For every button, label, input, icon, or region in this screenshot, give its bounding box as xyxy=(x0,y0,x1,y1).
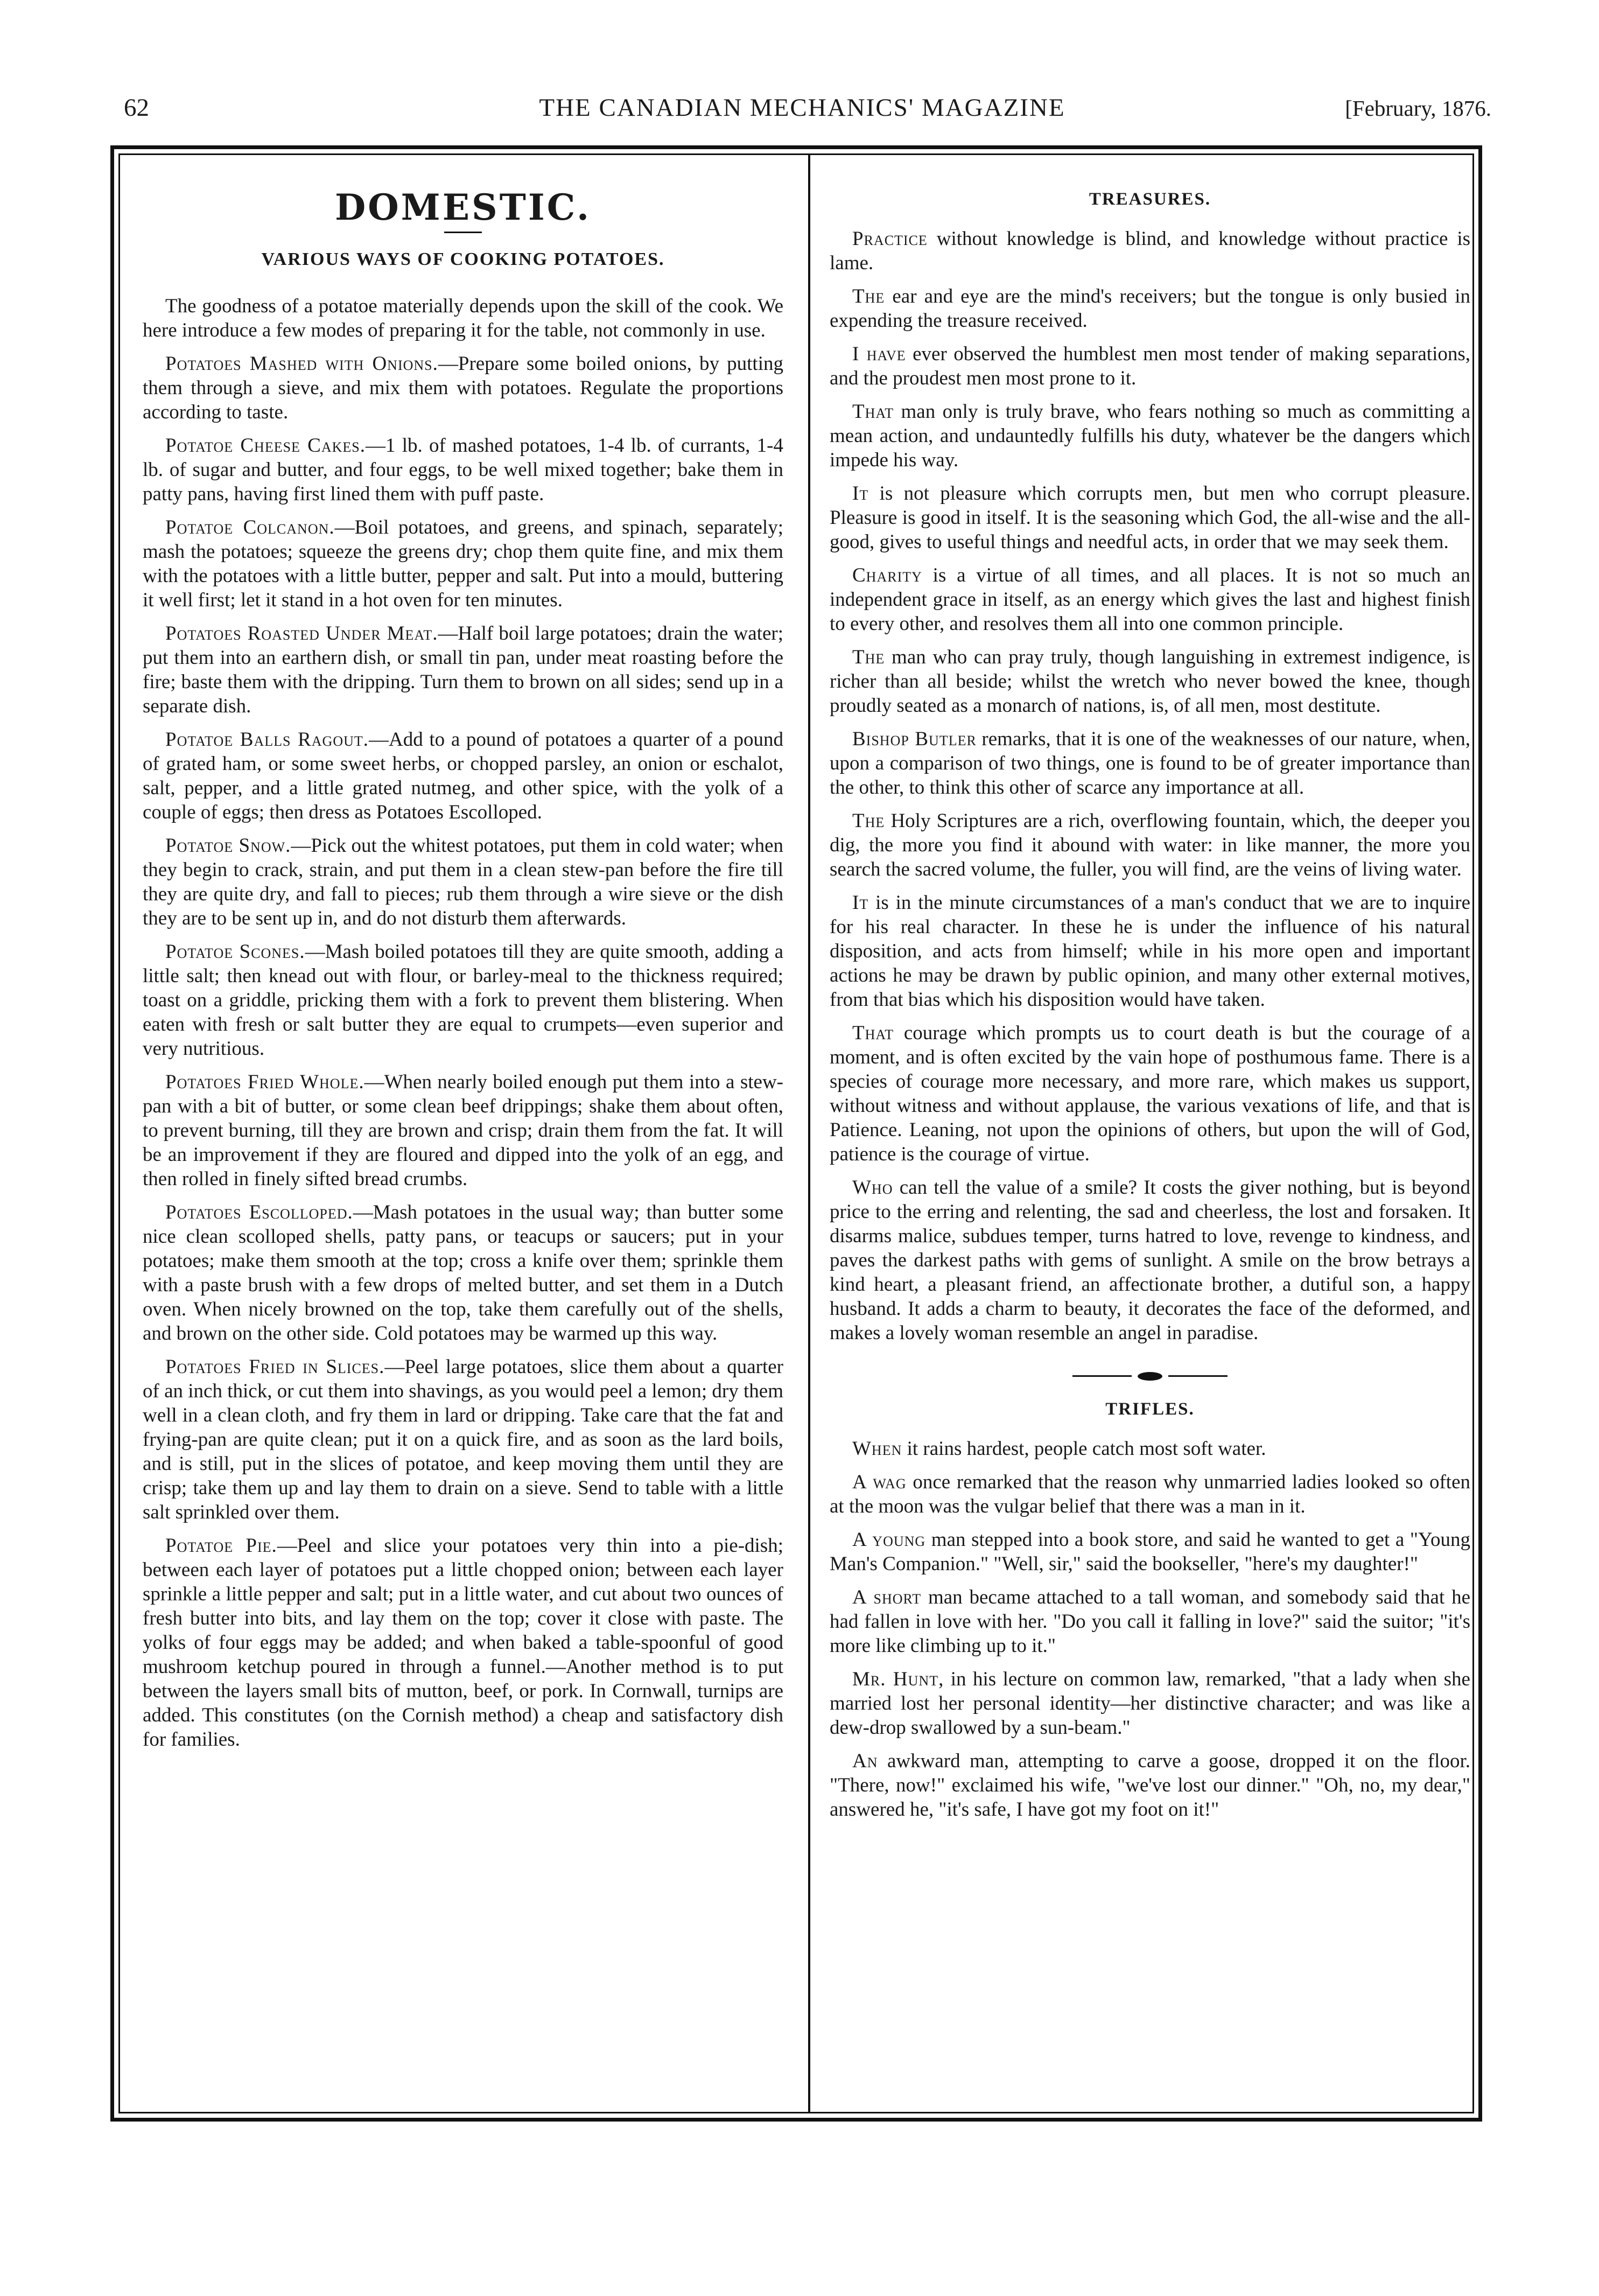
trifle-paragraph xyxy=(830,1528,1470,1576)
treasure-paragraph xyxy=(830,400,1470,472)
page-frame xyxy=(110,145,1482,2122)
treasure-paragraph xyxy=(830,891,1470,1012)
recipe-paragraph-text: —Prepare some boiled onions, by putting them through a sieve, and mix them with potatoes. Regulate the proportions according to taste. xyxy=(143,353,783,423)
recipe-paragraph xyxy=(143,433,783,506)
recipe-paragraph-text: —Add to a pound of potatoes a quarter of a pound of grated ham, or some sweet herbs, or chopped parsley, an onion or eschalot, salt, pepper, and a little grated nutmeg, and other spice, with the yolk of a couple of eggs; then dress as Potatoes Escolloped. xyxy=(143,729,783,823)
recipe-paragraph-text: —When nearly boiled enough put them into a stew-pan with a bit of butter, or some clean beef drippings; shake them about often, to prevent burning, till they are brown and crisp; drain them from the fat. It will be an improvement if they are floured and dipped into the yolk of an egg, and then rolled in finely sifted bread crumbs. xyxy=(143,1071,783,1190)
treasure-paragraph xyxy=(830,481,1470,554)
trifle-paragraph xyxy=(830,1470,1470,1518)
recipe-paragraph-lead: Potatoes Fried in Slices. xyxy=(165,1356,385,1378)
recipe-paragraph-lead: Potatoe Colcanon. xyxy=(165,516,335,538)
treasures-title: TREASURES. xyxy=(1089,190,1211,209)
recipe-paragraph xyxy=(143,727,783,824)
recipe-paragraph-lead: Potatoes Escolloped. xyxy=(165,1201,353,1223)
recipe-paragraph-text: The goodness of a potatoe materially depends upon the skill of the cook. We here introduce a few modes of preparing it for the table, not commonly in use. xyxy=(143,295,783,341)
treasure-paragraph-text: remarks, that it is one of the weaknesses of our nature, when, upon a comparison of two things, one is found to be of greater importance than the other, to think this other of scarce any importance at all. xyxy=(830,728,1470,799)
treasure-paragraph xyxy=(830,1021,1470,1166)
treasure-paragraph-text: without knowledge is blind, and knowledge without practice is lame. xyxy=(830,228,1470,274)
recipe-paragraph xyxy=(143,1200,783,1346)
trifle-paragraph xyxy=(830,1585,1470,1658)
recipe-paragraph xyxy=(143,352,783,424)
treasure-paragraph-lead: Bishop Butler xyxy=(852,728,977,750)
treasure-paragraph-lead: I have xyxy=(852,343,906,365)
trifle-paragraph-lead: An xyxy=(852,1750,878,1772)
recipe-paragraph-lead: Potatoe Pie. xyxy=(165,1535,277,1557)
trifle-paragraph-text: in his lecture on common law, remarked, "that a lady when she married lost her personal identity—her distinctive character; and was like a dew-drop swallowed by a sun-beam." xyxy=(830,1668,1470,1739)
recipe-paragraph-lead: Potatoe Scones. xyxy=(165,941,305,963)
treasure-paragraph xyxy=(830,727,1470,800)
treasure-paragraph-lead: It xyxy=(852,482,869,505)
recipe-paragraph xyxy=(143,940,783,1061)
recipe-paragraph-lead: Potatoes Mashed with Onions. xyxy=(165,353,438,375)
treasure-paragraph-text: is in the minute circumstances of a man's conduct that we are to inquire for his real character. In these he is under the influence of his natural disposition, and acts from himself; while in his more open and important actions he may be drawn by public opinion, and many other external motives, from that bias which his disposition would have taken. xyxy=(830,892,1470,1011)
trifle-paragraph xyxy=(830,1667,1470,1740)
treasure-paragraph-text: can tell the value of a smile? It costs the giver nothing, but is beyond price to the erring and relenting, the sad and cheerless, the lost and forsaken. It disarms malice, subdues temper, turns hatred to love, revenge to kindness, and paves the darkest paths with gems of sunlight. A smile on the brow betrays a kind heart, a pleasant friend, an affectionate brother, a dutiful son, a happy husband. It adds a charm to beauty, it decorates the face of the deformed, and makes a lovely woman resemble an angel in paradise. xyxy=(830,1177,1470,1344)
trifle-paragraph xyxy=(830,1437,1470,1461)
recipe-paragraph-text: —Half boil large potatoes; drain the water; put them into an earthern dish, or small tin pan, under meat roasting before the fire; baste them with the dripping. Turn them to brown on all sides; send up in a separate dish. xyxy=(143,622,783,717)
left-column xyxy=(143,177,783,1761)
recipe-paragraph xyxy=(143,621,783,718)
recipe-paragraph-text: —Peel large potatoes, slice them about a quarter of an inch thick, or cut them into shavings, as you would peel a lemon; dry them well in a clean cloth, and fry them in lard or dripping. Take care that the fat and frying-pan are quite clean; put it on a quick fire, and as soon as the lard boils, and is still, put in the slices of potatoe, and keep moving them until they are crisp; take them up and lay them to drain on a sieve. Send to table with a little salt sprinkled over them. xyxy=(143,1356,783,1523)
treasure-paragraph xyxy=(830,645,1470,718)
treasure-paragraph xyxy=(830,227,1470,275)
recipe-paragraph-text: —Mash potatoes in the usual way; than butter some nice clean scolloped shells, patty pans, or teacups or saucers; put in your potatoes; make them smooth at the top; cross a knife over them; sprinkle them with a paste brush with a few drops of melted butter, and set them in a Dutch oven. When nicely browned on the top, take them carefully out of the shells, and brown on the other side. Cold potatoes may be warmed up this way. xyxy=(143,1201,783,1345)
treasure-paragraph-text: man who can pray truly, though languishing in extremest indigence, is richer than all beside; whilst the wretch who never bowed the knee, though proudly seated as a monarch of nations, is, of all men, most destitute. xyxy=(830,646,1470,717)
treasure-paragraph-lead: The xyxy=(852,285,885,307)
page-header xyxy=(113,89,1491,129)
treasure-paragraph-text: man only is truly brave, who fears nothing so much as committing a mean action, and undauntedly fulfills his duty, whatever be the dangers which impede his way. xyxy=(830,401,1470,471)
recipe-list xyxy=(143,294,783,1752)
recipe-paragraph-text: —Mash boiled potatoes till they are quite smooth, adding a little salt; then knead out with flour, or barley-meal to the thickness required; toast on a griddle, pricking them with a fork to prevent them blistering. When eaten with fresh or salt butter they are equal to crumpets—even superior and very nutritious. xyxy=(143,941,783,1060)
recipe-paragraph xyxy=(143,1355,783,1524)
treasure-paragraph xyxy=(830,284,1470,333)
right-column xyxy=(830,177,1470,1831)
inner-frame xyxy=(118,153,1474,2113)
treasure-paragraph-lead: That xyxy=(852,401,894,423)
page-number: 62 xyxy=(124,94,149,122)
trifle-paragraph-text: man became attached to a tall woman, and somebody said that he had fallen in love with her. "Do you call it falling in love?" said the suitor; "it's more like climbing up to it." xyxy=(830,1586,1470,1657)
treasure-paragraph-text: courage which prompts us to court death is but the courage of a moment, and is often excited by the vain hope of posthumous fame. There is a species of courage more necessary, and more rare, which makes us support, without witness and without applause, the various vexations of life, and that is Patience. Leaning, not upon the opinions of others, but upon the will of God, patience is the courage of virtue. xyxy=(830,1022,1470,1165)
trifle-paragraph-lead: When xyxy=(852,1438,902,1460)
treasure-paragraph xyxy=(830,809,1470,881)
trifle-paragraph-text: it rains hardest, people catch most soft water. xyxy=(902,1438,1266,1460)
treasure-paragraph-lead: That xyxy=(852,1022,894,1044)
treasure-paragraph-text: is not pleasure which corrupts men, but men who corrupt pleasure. Pleasure is good in itself. It is the seasoning which God, the all-wise and the all-good, gives to useful things and needful acts, in order that we may seek them. xyxy=(830,482,1470,553)
trifles-list xyxy=(830,1437,1470,1822)
recipe-paragraph-text: —Boil potatoes, and greens, and spinach, separately; mash the potatoes; squeeze the greens dry; chop them quite fine, and mix them with the potatoes with a little butter, pepper and salt. Put into a mould, buttering it well first; let it stand in a hot oven for ten minutes. xyxy=(143,516,783,611)
recipe-paragraph-lead: Potatoes Fried Whole. xyxy=(165,1071,364,1093)
treasure-paragraph-lead: It xyxy=(852,892,869,914)
treasure-paragraph-text: Holy Scriptures are a rich, overflowing fountain, which, the deeper you dig, the more you find it abound with water: in like manner, the more you search the sacred volume, the fuller, you will find, are the veins of living water. xyxy=(830,810,1470,880)
treasure-paragraph-lead: Practice xyxy=(852,228,928,250)
trifle-paragraph-lead: A wag xyxy=(852,1471,907,1493)
treasure-paragraph xyxy=(830,1175,1470,1345)
recipe-paragraph-text: —1 lb. of mashed potatoes, 1-4 lb. of currants, 1-4 lb. of sugar and butter, and four eggs, to be well mixed together; bake them in patty pans, having first lined them with puff paste. xyxy=(143,435,783,505)
column-divider xyxy=(808,155,810,2112)
section-title: DOMESTIC. xyxy=(334,186,592,228)
recipe-paragraph xyxy=(143,515,783,612)
recipe-paragraph-lead: Potatoes Roasted Under Meat. xyxy=(165,622,438,645)
article-title: VARIOUS WAYS OF COOKING POTATOES. xyxy=(261,249,665,269)
treasure-paragraph xyxy=(830,342,1470,390)
recipe-paragraph xyxy=(143,1070,783,1191)
treasure-paragraph-lead: Who xyxy=(852,1177,893,1199)
recipe-paragraph-lead: Potatoe Cheese Cakes. xyxy=(165,435,366,457)
trifle-paragraph-lead: A young xyxy=(852,1529,926,1551)
trifle-paragraph-text: once remarked that the reason why unmarried ladies looked so often at the moon was the vulgar belief that there was a man in it. xyxy=(830,1471,1470,1517)
treasure-paragraph-text: ever observed the humblest men most tender of making separations, and the proudest men most prone to it. xyxy=(830,343,1471,389)
ornament-divider xyxy=(830,1362,1470,1387)
recipe-paragraph-lead: Potatoe Balls Ragout. xyxy=(165,729,369,751)
trifle-paragraph-text: man stepped into a book store, and said he wanted to get a "Young Man's Companion." "Well, sir," said the bookseller, "here's my daughter!" xyxy=(830,1529,1471,1575)
trifle-paragraph-lead: Mr. Hunt, xyxy=(852,1668,944,1690)
trifles-title: TRIFLES. xyxy=(1105,1399,1195,1419)
magazine-title: THE CANADIAN MECHANICS' MAGAZINE xyxy=(539,94,1065,122)
trifle-paragraph xyxy=(830,1749,1470,1822)
trifle-paragraph-text: awkward man, attempting to carve a goose, dropped it on the floor. "There, now!" exclaimed his wife, "we've lost our dinner." "Oh, no, my dear," answered he, "it's safe, I have got my foot on it!" xyxy=(830,1750,1470,1821)
recipe-paragraph xyxy=(143,294,783,342)
treasure-paragraph-text: is a virtue of all times, and all places. It is not so much an independent grace in itself, as an energy which gives the last and highest finish to every other, and resolves them all into one common principle. xyxy=(830,564,1470,635)
trifle-paragraph-lead: A short xyxy=(852,1586,922,1608)
issue-date: [February, 1876. xyxy=(1345,96,1491,121)
treasure-paragraph xyxy=(830,563,1470,636)
treasure-paragraph-lead: The xyxy=(852,810,885,832)
title-rule xyxy=(444,232,482,233)
treasure-paragraph-lead: The xyxy=(852,646,885,668)
recipe-paragraph-text: —Pick out the whitest potatoes, put them in cold water; when they begin to crack, strain, and put them in a clean stew-pan before the fire till they are quite dry, and fall to pieces; rub them through a wire sieve or the dish they are to be sent up in, and do not disturb them afterwards. xyxy=(143,835,783,929)
recipe-paragraph xyxy=(143,1534,783,1752)
treasure-paragraph-lead: Charity xyxy=(852,564,922,586)
recipe-paragraph-lead: Potatoe Snow. xyxy=(165,835,291,857)
recipe-paragraph-text: —Peel and slice your potatoes very thin into a pie-dish; between each layer of potatoes put a little chopped onion; between each layer sprinkle a little pepper and salt; put in a little water, and cut about two ounces of fresh butter into bits, and lay them on the top; cover it close with paste. The yolks of four eggs may be added; and when baked a table-spoonful of good mushroom ketchup poured in through a funnel.—Another method is to put between the layers small bits of mutton, beef, or pork. In Cornwall, turnips are added. This constitutes (on the Cornish method) a cheap and satisfactory dish for families. xyxy=(143,1535,783,1751)
treasure-paragraph-text: ear and eye are the mind's receivers; but the tongue is only busied in expending the treasure received. xyxy=(830,285,1470,332)
recipe-paragraph xyxy=(143,834,783,930)
treasures-list xyxy=(830,227,1470,1345)
